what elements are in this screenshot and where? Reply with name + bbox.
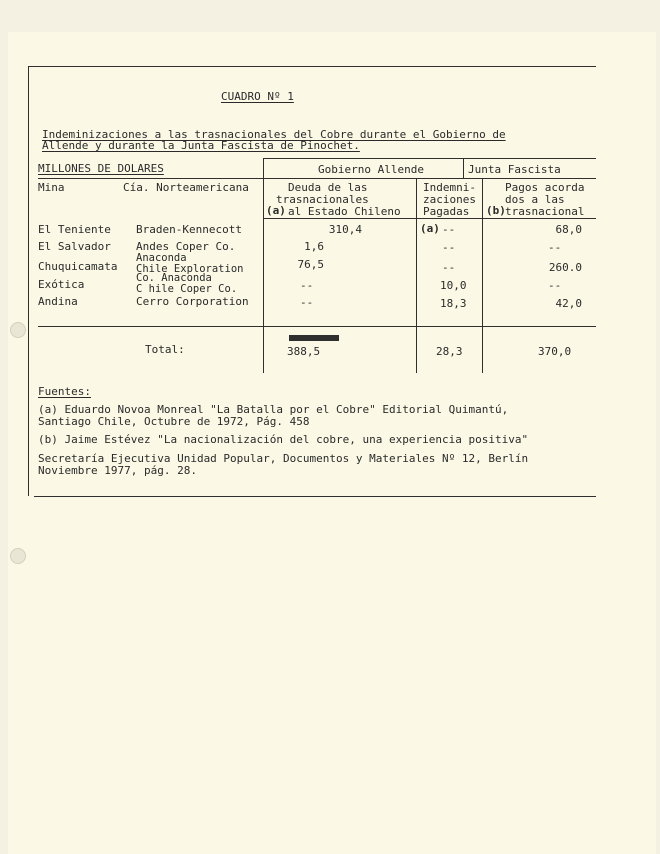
row-mina: Exótica bbox=[38, 278, 85, 291]
group-header-junta: Junta Fascista bbox=[468, 163, 561, 176]
row-debt: -- bbox=[300, 279, 314, 292]
row-mina: Chuquicamata bbox=[38, 260, 118, 273]
row-debt: -- bbox=[300, 296, 314, 309]
source-line: Secretaría Ejecutiva Unidad Popular, Documentos y Materiales Nº 12, Berlín bbox=[38, 452, 529, 465]
row-company-line2: C hile Coper Co. bbox=[136, 283, 238, 295]
column-header-debt-line2: trasnacionales bbox=[276, 193, 369, 206]
row-indemn: -- bbox=[442, 261, 456, 274]
struck-out-value bbox=[289, 335, 339, 341]
table-title: CUADRO Nº 1 bbox=[221, 90, 294, 103]
row-company-line2: Chile Exploration bbox=[136, 263, 244, 275]
column-divider-2 bbox=[416, 178, 417, 373]
bottom-rule bbox=[34, 496, 596, 497]
row-company: Braden-Kennecott bbox=[136, 223, 242, 236]
row-debt: 310,4 bbox=[328, 223, 362, 236]
row-debt: 76,5 bbox=[297, 258, 324, 271]
top-rule bbox=[28, 66, 596, 67]
subtitle-line-2: Allende y durante la Junta Fascista de Pinochet. bbox=[42, 139, 360, 152]
row-payments: 42,0 bbox=[555, 297, 582, 310]
column-header-company: Cía. Norteamericana bbox=[123, 181, 249, 194]
column-header-payments-line2: dos a las bbox=[505, 193, 565, 206]
totals-debt: 388,5 bbox=[287, 345, 321, 358]
row-company: Cerro Corporation bbox=[136, 295, 249, 308]
row-payments: -- bbox=[548, 279, 562, 292]
totals-payments: 370,0 bbox=[538, 345, 572, 358]
source-line: (b) Jaime Estévez "La nacionalización del cobre, una experiencia positiva" bbox=[38, 433, 529, 446]
row-payments: 260.0 bbox=[548, 261, 582, 274]
group-header-allende: Gobierno Allende bbox=[318, 163, 424, 176]
row-indemn: -- bbox=[442, 223, 456, 236]
column-header-debt-line3: al Estado Chileno bbox=[288, 205, 401, 218]
row-company-line1: Anaconda bbox=[136, 252, 187, 264]
source-line: Santiago Chile, Octubre de 1972, Pág. 458 bbox=[38, 415, 310, 428]
row-indemn-mark: (a) bbox=[420, 222, 440, 235]
group-divider bbox=[463, 158, 464, 178]
totals-rule bbox=[38, 326, 596, 327]
subtitle-line-1: Indeminizaciones a las trasnacionales del Cobre durante el Gobierno de bbox=[42, 128, 506, 141]
column-header-indemn-line2: zaciones bbox=[423, 193, 476, 206]
footnote-marker-a: (a) bbox=[266, 204, 286, 217]
column-divider-1 bbox=[263, 158, 264, 373]
sources-heading: Fuentes: bbox=[38, 385, 91, 398]
row-mina: El Salvador bbox=[38, 240, 111, 253]
column-header-indemn-line1: Indemni- bbox=[423, 181, 476, 194]
row-payments: -- bbox=[548, 241, 562, 254]
group-header-bottom-rule bbox=[38, 178, 596, 179]
row-indemn: 10,0 bbox=[440, 279, 467, 292]
column-header-indemn-line3: Pagadas bbox=[423, 205, 470, 218]
punch-hole bbox=[10, 322, 26, 338]
row-mina: Andina bbox=[38, 295, 78, 308]
source-line: (a) Eduardo Novoa Monreal "La Batalla por el Cobre" Editorial Quimantú, bbox=[38, 403, 509, 416]
row-mina: El Teniente bbox=[38, 223, 111, 236]
column-header-debt-line1: Deuda de las bbox=[288, 181, 368, 194]
row-company: Andes Coper Co. bbox=[136, 240, 236, 253]
units-label: MILLONES DE DOLARES bbox=[38, 162, 164, 175]
row-company-line1: Co. Anaconda bbox=[136, 272, 212, 284]
left-rule bbox=[28, 66, 29, 496]
column-header-rule bbox=[263, 218, 596, 219]
column-header-payments-line1: Pagos acorda bbox=[505, 181, 585, 194]
row-indemn: -- bbox=[442, 241, 456, 254]
column-header-payments-line3: trasnacional bbox=[505, 205, 585, 218]
row-debt: 1,6 bbox=[304, 240, 324, 253]
source-line: Noviembre 1977, pág. 28. bbox=[38, 464, 197, 477]
footnote-marker-b: (b) bbox=[486, 204, 506, 217]
column-divider-3 bbox=[482, 178, 483, 373]
punch-hole bbox=[10, 548, 26, 564]
totals-label: Total: bbox=[145, 343, 185, 356]
totals-indemn: 28,3 bbox=[436, 345, 463, 358]
group-header-top-rule bbox=[263, 158, 596, 159]
row-indemn: 18,3 bbox=[440, 297, 467, 310]
row-payments: 68,0 bbox=[555, 223, 582, 236]
column-header-mina: Mina bbox=[38, 181, 65, 194]
